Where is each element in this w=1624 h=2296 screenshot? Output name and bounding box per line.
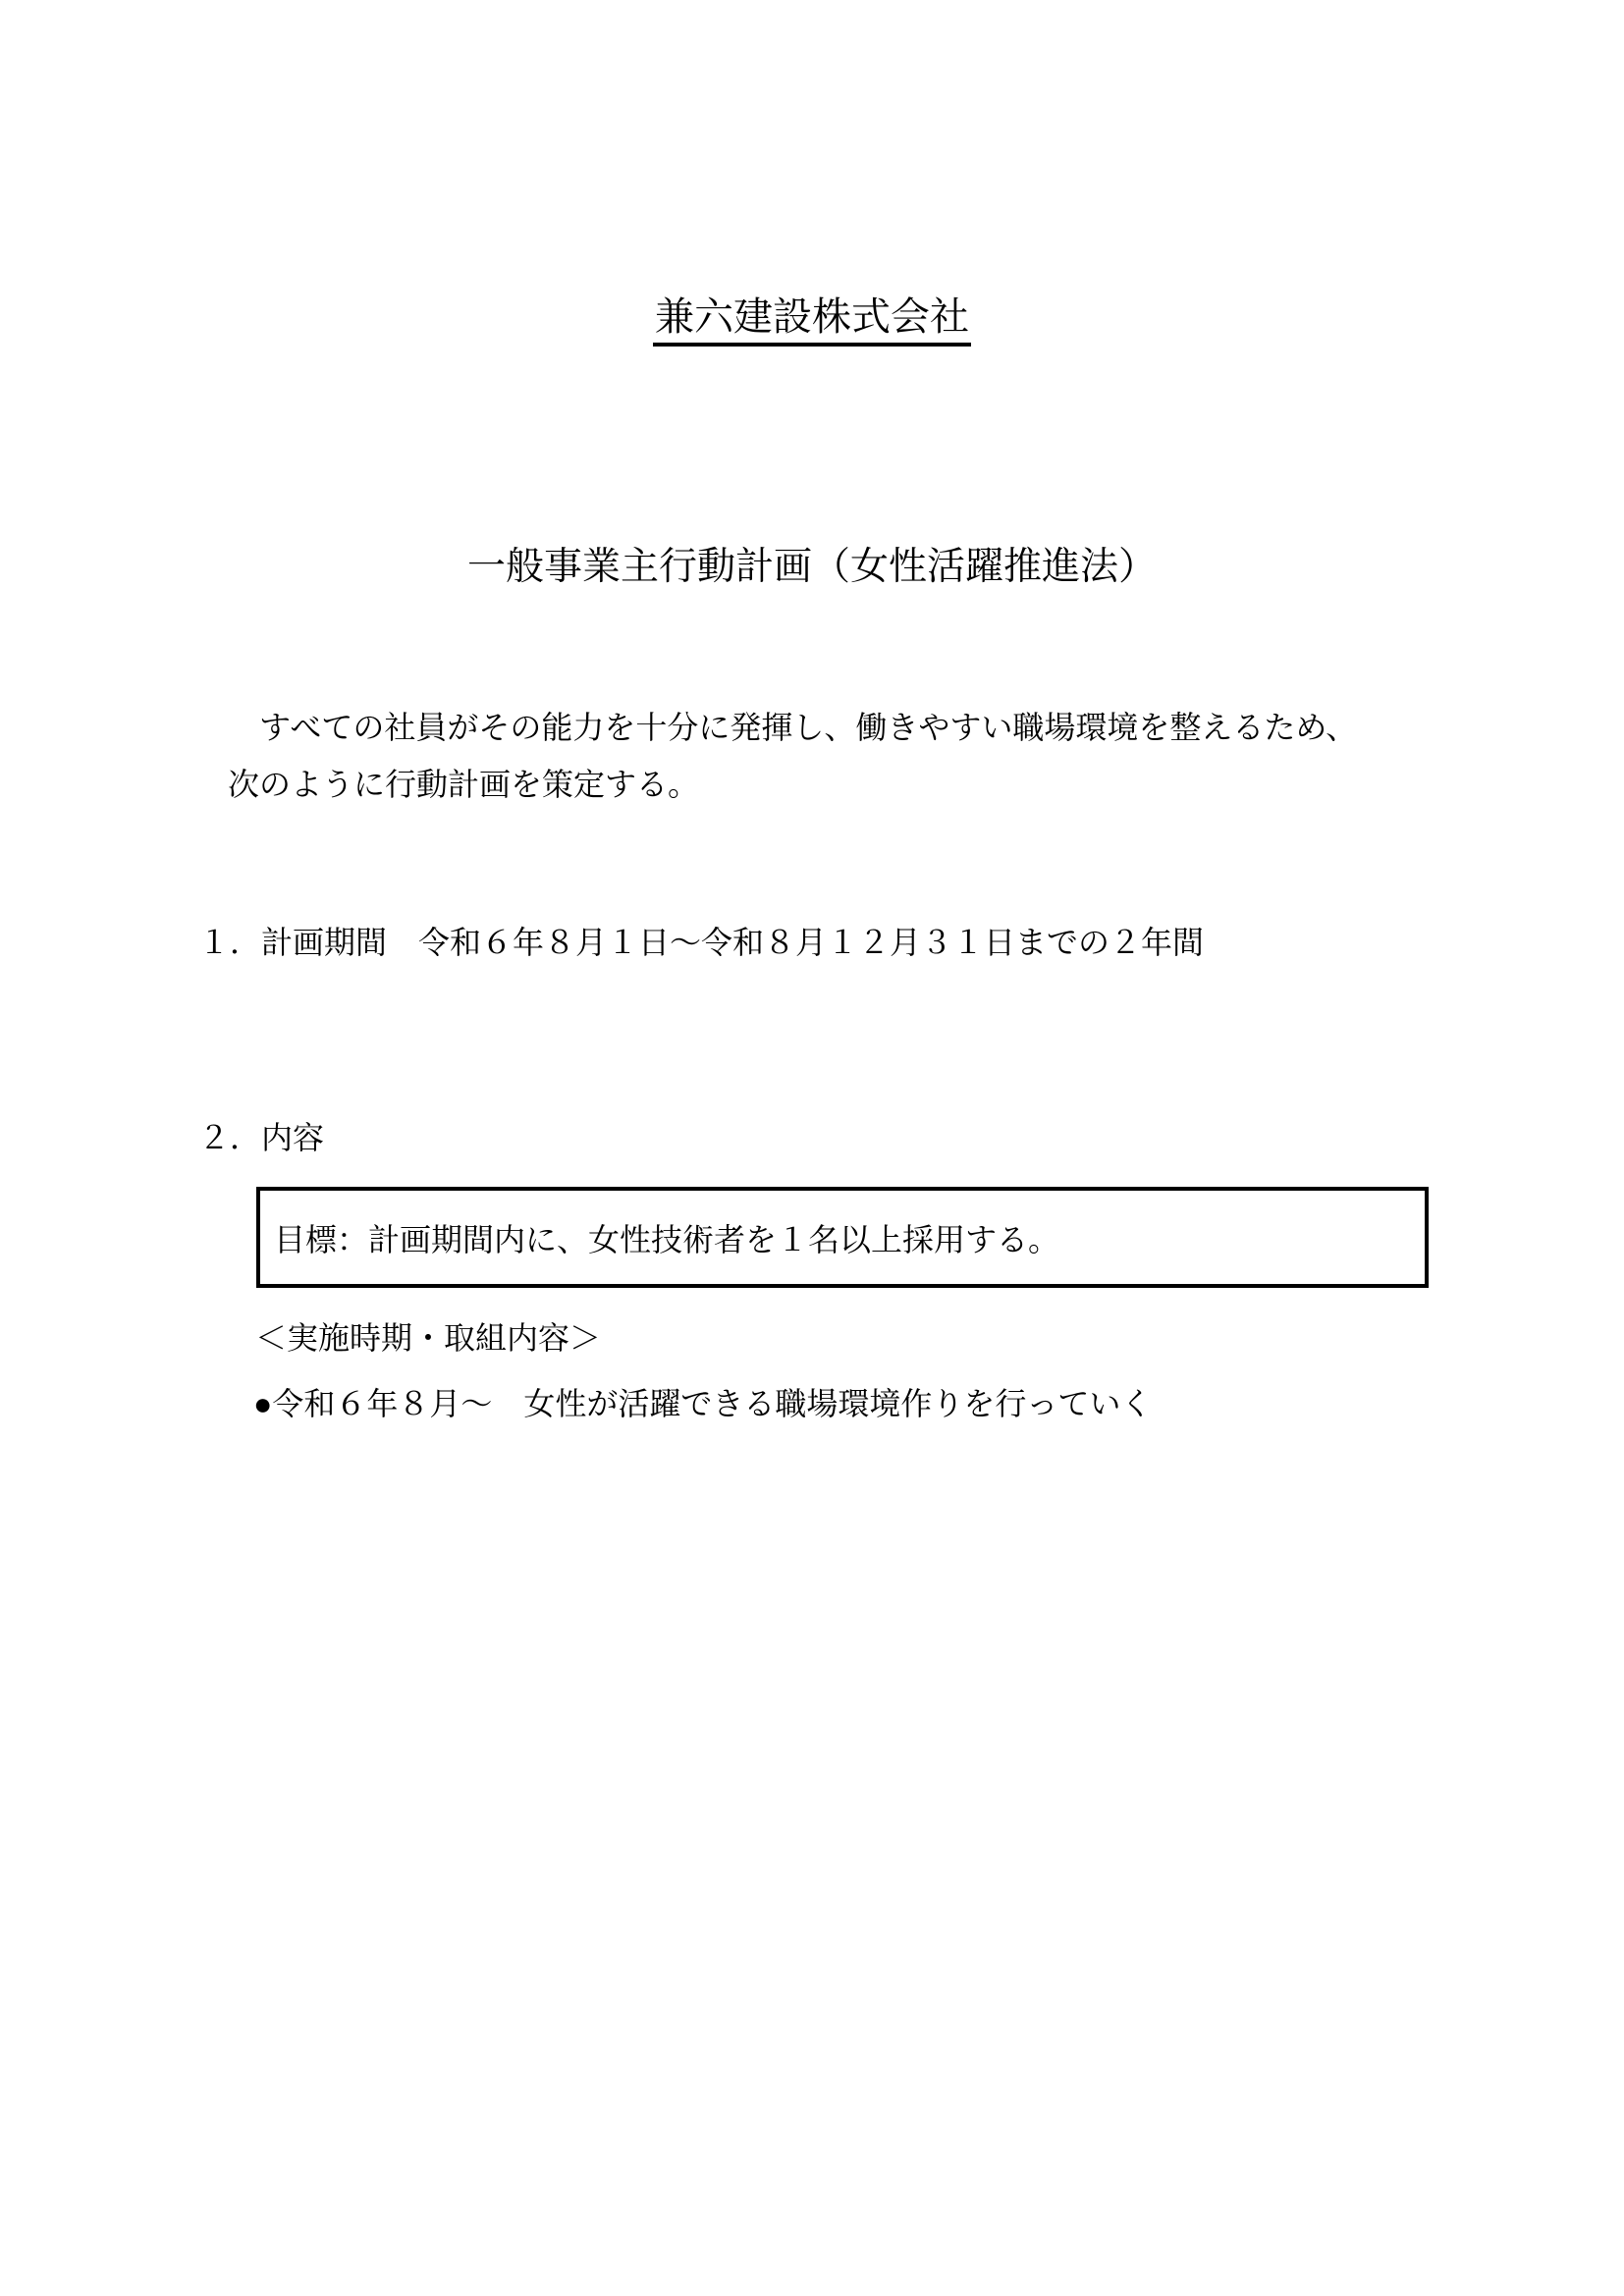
section-content-heading: ２．内容: [198, 1120, 325, 1155]
document-title: 一般事業主行動計画（女性活躍推進法）: [466, 546, 1157, 588]
company-title: 兼六建設株式会社: [653, 295, 971, 347]
goal-text: 目標：計画期間内に、女性技術者を１名以上採用する。: [274, 1222, 1060, 1258]
implementation-heading: ＜実施時期・取組内容＞: [255, 1320, 602, 1356]
intro-paragraph: すべての社員がその能力を十分に発揮し、働きやすい職場環境を整えるため、 次のように行動計画を策定する。: [228, 710, 1358, 802]
section-plan-period: １．計画期間 令和６年８月１日～令和８月１２月３１日までの２年間: [198, 925, 1205, 960]
implementation-item: ●令和６年８月～ 女性が活躍できる職場環境作りを行っていく: [253, 1386, 1153, 1421]
company-title-container: [0, 295, 1624, 347]
goal-box: [256, 1187, 1429, 1288]
